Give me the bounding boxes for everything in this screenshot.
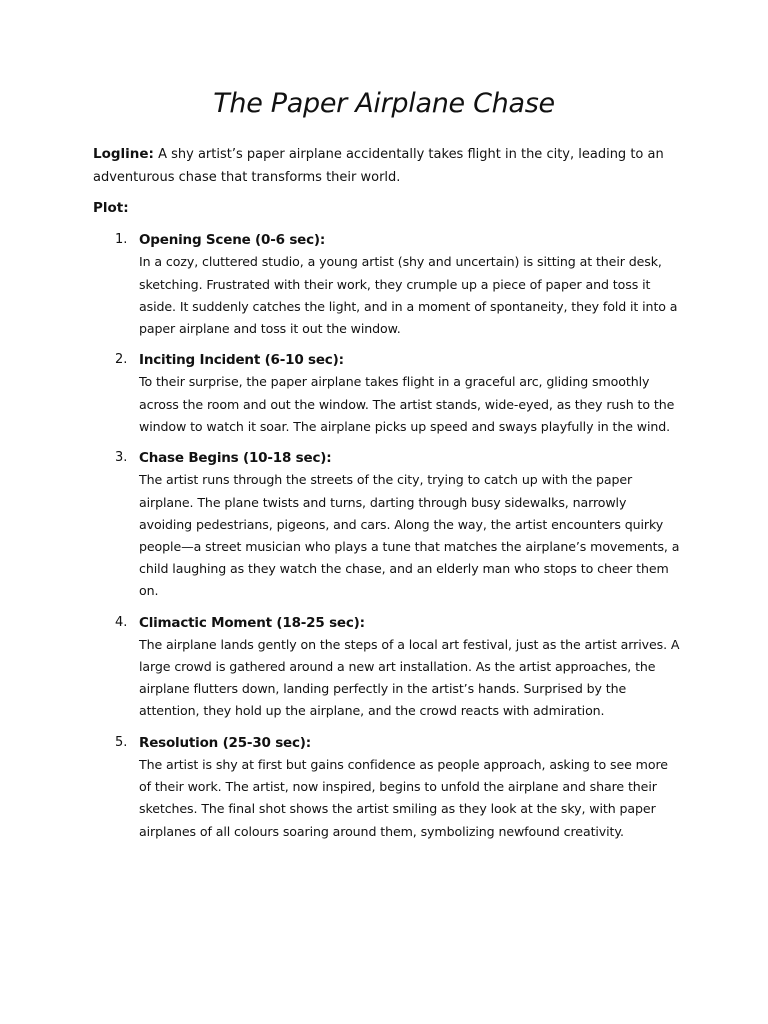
plot-item-heading: Climactic Moment (18-25 sec): bbox=[139, 614, 365, 631]
plot-item-number: 1. bbox=[115, 232, 128, 247]
plot-item-text: To their surprise, the paper airplane takes flight in a graceful arc, gliding smoothly across the room and out the window. The artist stands, wide-eyed, as they rush to the window to watch it soar. The airplane picks up speed and sways playfully in the wind. bbox=[139, 374, 675, 434]
plot-item-number: 3. bbox=[115, 450, 128, 466]
plot-item-heading: Opening Scene (0-6 sec): bbox=[139, 232, 326, 248]
plot-item-inciting-incident bbox=[93, 349, 683, 438]
plot-list bbox=[93, 229, 683, 852]
document-title: The Paper Airplane Chase bbox=[213, 88, 555, 119]
plot-item-heading: Resolution (25-30 sec): bbox=[139, 734, 311, 751]
plot-item-text: In a cozy, cluttered studio, a young artist (shy and uncertain) is sitting at their desk, sketching. Frustrated with their work, they crumple up a piece of paper and toss it aside. It suddenly catches the light, and in a moment of spontaneity, they fold it into a paper airplane and toss it out the window. bbox=[139, 254, 678, 336]
plot-heading: Plot: bbox=[93, 200, 129, 216]
plot-item-opening-scene bbox=[93, 229, 683, 340]
plot-item-text: The airplane lands gently on the steps of a local art festival, just as the artist arrives. A large crowd is gathered around a new art installation. As the artist approaches, the airplane flutters down, landing perfectly in the artist’s hands. Surprised by the attention, they hold up the airplane, and the crowd reacts with admiration. bbox=[139, 636, 680, 719]
plot-item-chase-begins bbox=[93, 447, 683, 603]
logline-text: A shy artist’s paper airplane accidentally takes flight in the city, leading to an adventurous chase that transforms their world. bbox=[93, 147, 664, 185]
plot-item-text: The artist is shy at first but gains confidence as people approach, asking to see more of their work. The artist, now inspired, begins to unfold the airplane and share their sketches. The final shot shows the artist smiling as they look at the sky, with paper airplanes of all colours soaring around them, symbolizing newfound creativity. bbox=[139, 756, 668, 839]
plot-item-number: 4. bbox=[115, 614, 128, 630]
plot-item-heading: Chase Begins (10-18 sec): bbox=[139, 450, 332, 467]
plot-item-number: 5. bbox=[115, 734, 128, 750]
logline-paragraph bbox=[93, 143, 683, 189]
plot-item-climactic-moment bbox=[93, 612, 683, 723]
plot-item-text: The artist runs through the streets of the city, trying to catch up with the paper airplane. The plane twists and turns, darting through busy sidewalks, narrowly avoiding pedestrians, pigeons, and cars. Along the way, the artist encounters quirky people—a street musician who plays a tune that matches the airplane’s movements, a child laughing as they watch the chase, and an elderly man who stops to cheer them on. bbox=[139, 472, 680, 599]
plot-item-heading: Inciting Incident (6-10 sec): bbox=[139, 352, 344, 369]
plot-item-resolution bbox=[93, 732, 683, 843]
plot-item-number: 2. bbox=[115, 352, 128, 368]
logline-label: Logline: bbox=[93, 146, 154, 162]
